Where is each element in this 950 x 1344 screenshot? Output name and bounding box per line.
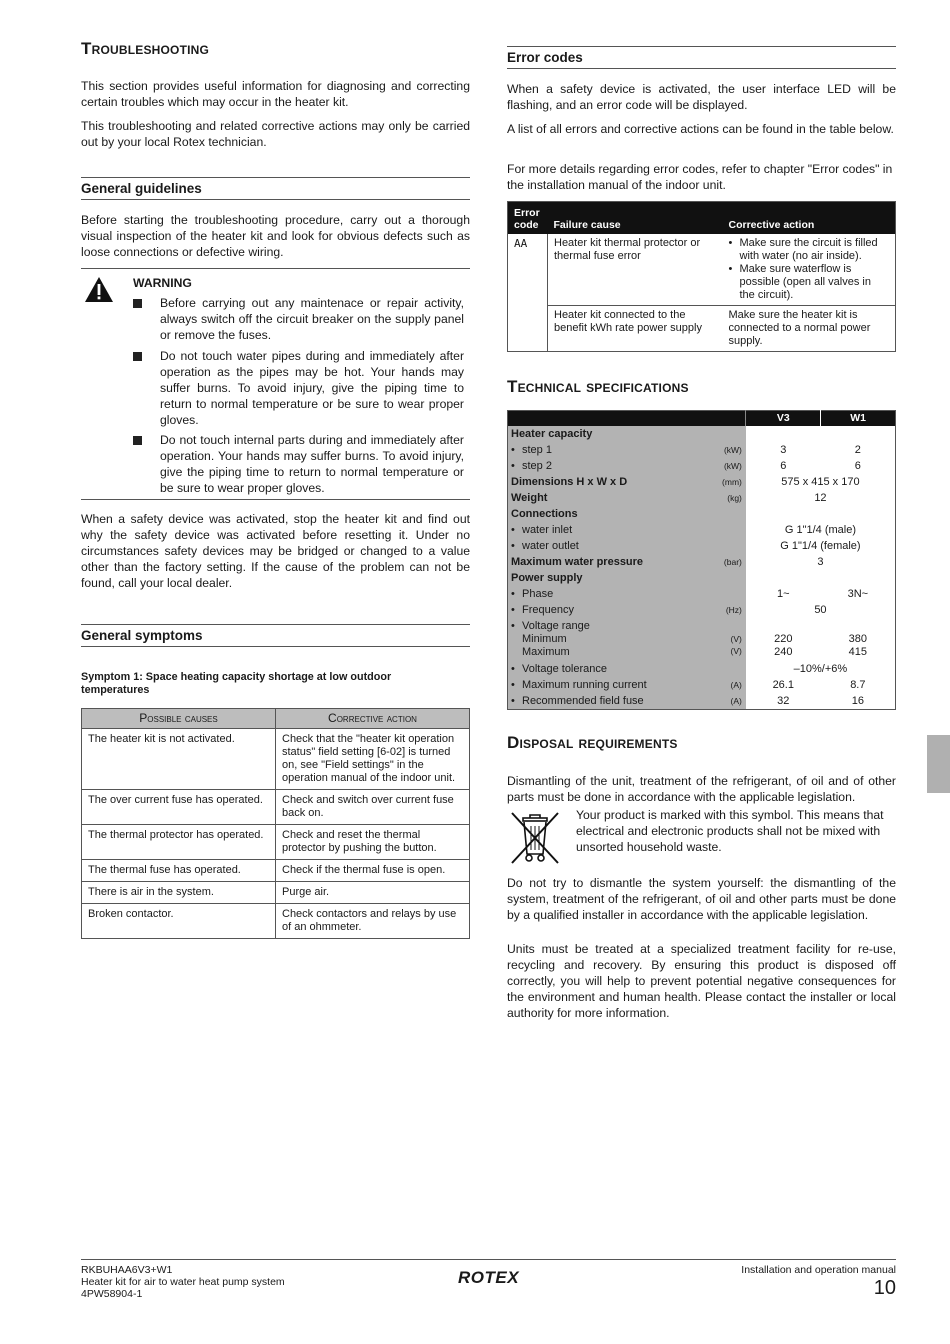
table-row: The thermal fuse has operated. Check if the thermal fuse is open. (82, 860, 470, 882)
table-row: Weight (kg) 12 (508, 490, 896, 506)
safety-device-text: When a safety device was activated, stop the heater kit and find out why the safety device was activated before resetting it. Under no circumstances safety devices may be bridged or changed to a value other than the factory setting. If the cause of the problem can not be found, call your local dealer. (81, 512, 470, 590)
page-number: 10 (873, 1277, 896, 1299)
disposal-title: Disposal requirements (507, 733, 678, 752)
footer-left (81, 1264, 285, 1300)
table-row: • Maximum running current (A) 26.1 8.7 (508, 677, 896, 693)
error-codes-list-note: A list of all errors and corrective actions can be found in the table below. (507, 122, 894, 136)
table-row: • step 2 (kW) 6 6 (508, 458, 896, 474)
table-row: Heater capacity (508, 426, 896, 442)
header-failure-cause: Failure cause (548, 202, 723, 234)
table-row: Broken contactor. Check contactors and relays by use of an ohmmeter. (82, 904, 470, 939)
warning-title: WARNING (133, 276, 192, 290)
table-row: There is air in the system. Purge air. (82, 882, 470, 904)
footer-manual-type: Installation and operation manual (741, 1264, 896, 1276)
footer-doc-number: 4PW58904-1 (81, 1288, 143, 1300)
table-row: • Phase 1~ 3N~ (508, 586, 896, 602)
footer-description: Heater kit for air to water heat pump system (81, 1276, 285, 1288)
table-row: • Frequency (Hz) 50 (508, 602, 896, 618)
weee-crossed-bin-icon (509, 810, 561, 866)
disposal-intro: Dismantling of the unit, treatment of the refrigerant, of oil and of other parts must be done in accordance with the applicable legislation. (507, 774, 896, 804)
table-header-row (82, 709, 470, 729)
table-row: Maximum water pressure (bar) 3 (508, 554, 896, 570)
failure-cause: Heater kit thermal protector or thermal fuse error (554, 236, 701, 262)
symptoms-table (81, 708, 470, 939)
troubleshooting-intro: This section provides useful information for diagnosing and correcting certain troubles which may occur in the heater kit. (81, 79, 470, 109)
header-possible-causes: Possible causes (82, 709, 276, 729)
header-error-code: Error code (508, 202, 548, 234)
corrective-action: • Make sure the circuit is filled with water (no air inside). • Make sure waterflow is possible (open all valves in the circuit). (723, 234, 896, 306)
header-v3: V3 (746, 411, 821, 426)
table-row: • Voltage range Minimum (V) Maximum (V) 220 240 380 415 (508, 618, 896, 661)
failure-cause: Heater kit connected to the benefit kWh rate power supply (548, 305, 723, 351)
bullet-square-icon (133, 299, 142, 308)
page-tab-marker (927, 735, 950, 793)
troubleshooting-title: Troubleshooting (81, 39, 210, 58)
general-guidelines-title: General guidelines (81, 177, 470, 200)
general-symptoms-title: General symptoms (81, 624, 470, 647)
rotex-logo: ROTEX (458, 1268, 520, 1287)
table-row: Dimensions H x W x D (mm) 575 x 415 x 170 (508, 474, 896, 490)
table-header-row (508, 202, 896, 234)
header-w1: W1 (821, 411, 896, 426)
troubleshooting-technician-note: This troubleshooting and related corrective actions may only be carried out by your local Rotex technician. (81, 119, 470, 149)
table-row: • water inlet G 1"1/4 (male) (508, 522, 896, 538)
technical-specifications-title: Technical specifications (507, 377, 689, 396)
general-guidelines-text: Before starting the troubleshooting procedure, carry out a thorough visual inspection of the heater kit and look for obvious defects such as loose connections or defective wiring. (81, 213, 470, 259)
table-row (508, 305, 896, 351)
table-row: The heater kit is not activated. Check that the "heater kit operation status" field setting [6-02] is turned on, see "Field settings" in the operation manual of the indoor unit. (82, 729, 470, 790)
table-row: • Recommended field fuse (A) 32 16 (508, 693, 896, 710)
footer-divider (81, 1259, 896, 1260)
error-codes-reference: For more details regarding error codes, refer to chapter "Error codes" in the installation manual of the indoor unit. (507, 162, 893, 192)
corrective-action: Make sure the heater kit is connected to a normal power supply. (723, 305, 896, 351)
disposal-treatment-text: Units must be treated at a specialized treatment facility for re-use, recycling and recovery. By ensuring this product is disposed off correctly, you will help to prevent potential negative consequences for the environment and human health. Please contact the installer or local authority for more information. (507, 942, 896, 1020)
table-row: The thermal protector has operated. Check and reset the thermal protector by pushing the button. (82, 825, 470, 860)
table-header-row (508, 411, 896, 426)
table-row: • water outlet G 1"1/4 (female) (508, 538, 896, 554)
symptom-title: Symptom 1: Space heating capacity shortage at low outdoor temperatures (81, 671, 392, 696)
error-codes-title: Error codes (507, 46, 896, 69)
bullet-square-icon (133, 352, 142, 361)
error-code: AA (508, 234, 548, 306)
table-row: • step 1 (kW) 3 2 (508, 442, 896, 458)
header-corrective-action: Corrective action (276, 709, 470, 729)
error-codes-intro: When a safety device is activated, the user interface LED will be flashing, and an error code will be displayed. (507, 82, 896, 112)
table-row (508, 234, 896, 306)
bullet-square-icon (133, 436, 142, 445)
table-row: The over current fuse has operated. Check and switch over current fuse back on. (82, 790, 470, 825)
warning-triangle-icon (84, 276, 114, 303)
table-row: Connections (508, 506, 896, 522)
table-row: Power supply (508, 570, 896, 586)
disposal-dismantle-text: Do not try to dismantle the system yourself: the dismantling of the system, treatment of the refrigerant, of oil and other parts must be done by a qualified installer in accordance with the applicable legislation. (507, 876, 896, 922)
error-codes-table (507, 201, 896, 352)
weee-symbol-text: Your product is marked with this symbol. This means that electrical and electronic products shall not be mixed with unsorted household waste. (576, 808, 884, 854)
header-corrective-action: Corrective action (723, 202, 896, 234)
specifications-table (507, 410, 896, 710)
footer-model: RKBUHAA6V3+W1 (81, 1264, 173, 1276)
table-row: • Voltage tolerance –10%/+6% (508, 661, 896, 677)
footer-right (741, 1264, 896, 1299)
warning-box: WARNING Before carrying out any maintenace or repair activity, always switch off the circuit breaker on the supply panel or remove the fuses. Do not touch water pipes during and immediately after operation as the pipes may be hot. Your hands may suffer burns. To avoid injury, give the piping time to return to normal temperature or be sure to wear proper gloves. Do not touch internal parts during and immediately after operation. Your hands may suffer burns. To avoid injury, give the piping time to return to normal temperature or be sure to wear proper gloves. (81, 268, 470, 500)
